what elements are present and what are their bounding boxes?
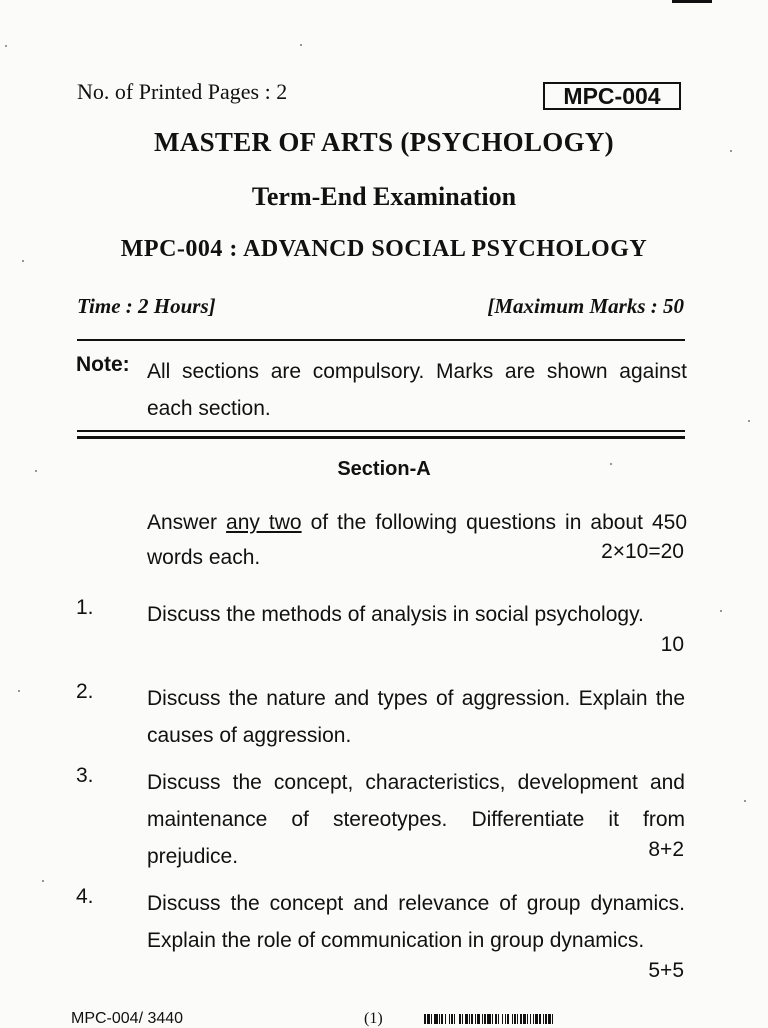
scan-speck bbox=[18, 690, 20, 692]
scan-speck bbox=[5, 45, 7, 47]
footer-code: MPC-004/ 3440 bbox=[71, 1010, 184, 1027]
barcode-bar bbox=[462, 1014, 463, 1024]
printed-pages: No. of Printed Pages : 2 bbox=[77, 79, 288, 104]
instruction-before: Answer bbox=[147, 511, 227, 534]
barcode-bar bbox=[487, 1014, 491, 1024]
note-text: All sections are compulsory. Marks are shown against each section. bbox=[147, 360, 687, 420]
question-2-number: 2. bbox=[76, 680, 94, 703]
barcode-bar bbox=[475, 1014, 476, 1024]
barcode-bar bbox=[552, 1014, 553, 1024]
question-4-number: 4. bbox=[76, 885, 94, 908]
course-title: MPC-004 : ADVANCD SOCIAL PSYCHOLOGY bbox=[120, 236, 648, 262]
barcode-bar bbox=[517, 1014, 518, 1024]
question-1-text: Discuss the methods of analysis in social psychology. bbox=[147, 603, 644, 626]
barcode-bar bbox=[434, 1014, 438, 1024]
barcode-bar bbox=[427, 1014, 430, 1024]
question-1-number: 1. bbox=[76, 596, 94, 619]
barcode-bar bbox=[441, 1014, 443, 1024]
time-allowed: Time : 2 Hours] bbox=[77, 294, 216, 318]
barcode-bar bbox=[545, 1014, 547, 1024]
barcode-bar bbox=[533, 1014, 534, 1024]
course-code-box: MPC-004 bbox=[543, 82, 681, 110]
section-title: Section-A bbox=[337, 458, 431, 480]
scan-speck bbox=[42, 880, 44, 882]
barcode-bar bbox=[514, 1014, 516, 1024]
footer-page-number: (1) bbox=[364, 1010, 383, 1027]
barcode-bar bbox=[492, 1014, 493, 1024]
barcode-bar bbox=[539, 1014, 541, 1024]
exam-title: Term-End Examination bbox=[251, 182, 517, 211]
barcode-bar bbox=[454, 1014, 455, 1024]
instruction-marks: 2×10=20 bbox=[601, 540, 684, 563]
barcode-bar bbox=[482, 1014, 483, 1024]
question-4-marks: 5+5 bbox=[648, 959, 684, 982]
barcode-bar bbox=[548, 1014, 551, 1024]
scan-speck bbox=[748, 420, 750, 422]
question-1-marks: 10 bbox=[660, 633, 684, 656]
corner-mark bbox=[672, 0, 712, 3]
barcode-bar bbox=[505, 1014, 506, 1024]
barcode-bar bbox=[424, 1014, 426, 1024]
question-2-text: Discuss the nature and types of aggression. Explain the causes of aggression. bbox=[147, 687, 685, 747]
scan-speck bbox=[744, 800, 746, 802]
barcode-bar bbox=[507, 1014, 509, 1024]
divider-top bbox=[77, 339, 685, 341]
barcode-bar bbox=[543, 1014, 544, 1024]
barcode-bar bbox=[449, 1014, 450, 1024]
note-label: Note: bbox=[76, 353, 130, 376]
barcode-bar bbox=[431, 1014, 432, 1024]
divider-double-lower bbox=[77, 436, 685, 439]
barcode-bar bbox=[465, 1014, 468, 1024]
barcode-bar bbox=[451, 1014, 453, 1024]
barcode-bar bbox=[459, 1014, 461, 1024]
barcode-bar bbox=[498, 1014, 499, 1024]
barcode-bar bbox=[439, 1014, 440, 1024]
barcode-bar bbox=[484, 1014, 486, 1024]
scan-speck bbox=[720, 610, 722, 612]
barcode-bar bbox=[520, 1014, 522, 1024]
barcode bbox=[424, 1014, 682, 1024]
barcode-bar bbox=[495, 1014, 497, 1024]
scan-speck bbox=[300, 44, 302, 46]
question-3-number: 3. bbox=[76, 764, 94, 787]
barcode-bar bbox=[469, 1014, 470, 1024]
barcode-bar bbox=[527, 1014, 528, 1024]
barcode-bar bbox=[502, 1014, 503, 1024]
question-4-text: Discuss the concept and relevance of group dynamics. Explain the role of communication in group dynamics. bbox=[147, 892, 685, 952]
barcode-bar bbox=[445, 1014, 446, 1024]
barcode-bar bbox=[530, 1014, 531, 1024]
instruction-after: of the following questions in about 450 words each. bbox=[147, 511, 688, 569]
divider-double-upper bbox=[77, 430, 685, 432]
degree-title: MASTER OF ARTS (PSYCHOLOGY) bbox=[154, 127, 614, 157]
barcode-bar bbox=[535, 1014, 538, 1024]
barcode-bar bbox=[477, 1014, 480, 1024]
scan-speck bbox=[610, 463, 612, 465]
barcode-bar bbox=[471, 1014, 473, 1024]
barcode-bar bbox=[512, 1014, 513, 1024]
scan-speck bbox=[22, 260, 24, 262]
maximum-marks: [Maximum Marks : 50 bbox=[487, 294, 684, 318]
scan-speck bbox=[730, 150, 732, 152]
instruction-underlined: any two bbox=[226, 511, 302, 534]
question-3-text: Discuss the concept, characteristics, development and maintenance of stereotypes. Differentiate it from prejudice. bbox=[147, 771, 685, 868]
scan-speck bbox=[35, 470, 37, 472]
barcode-bar bbox=[523, 1014, 526, 1024]
question-3-marks: 8+2 bbox=[648, 838, 684, 861]
